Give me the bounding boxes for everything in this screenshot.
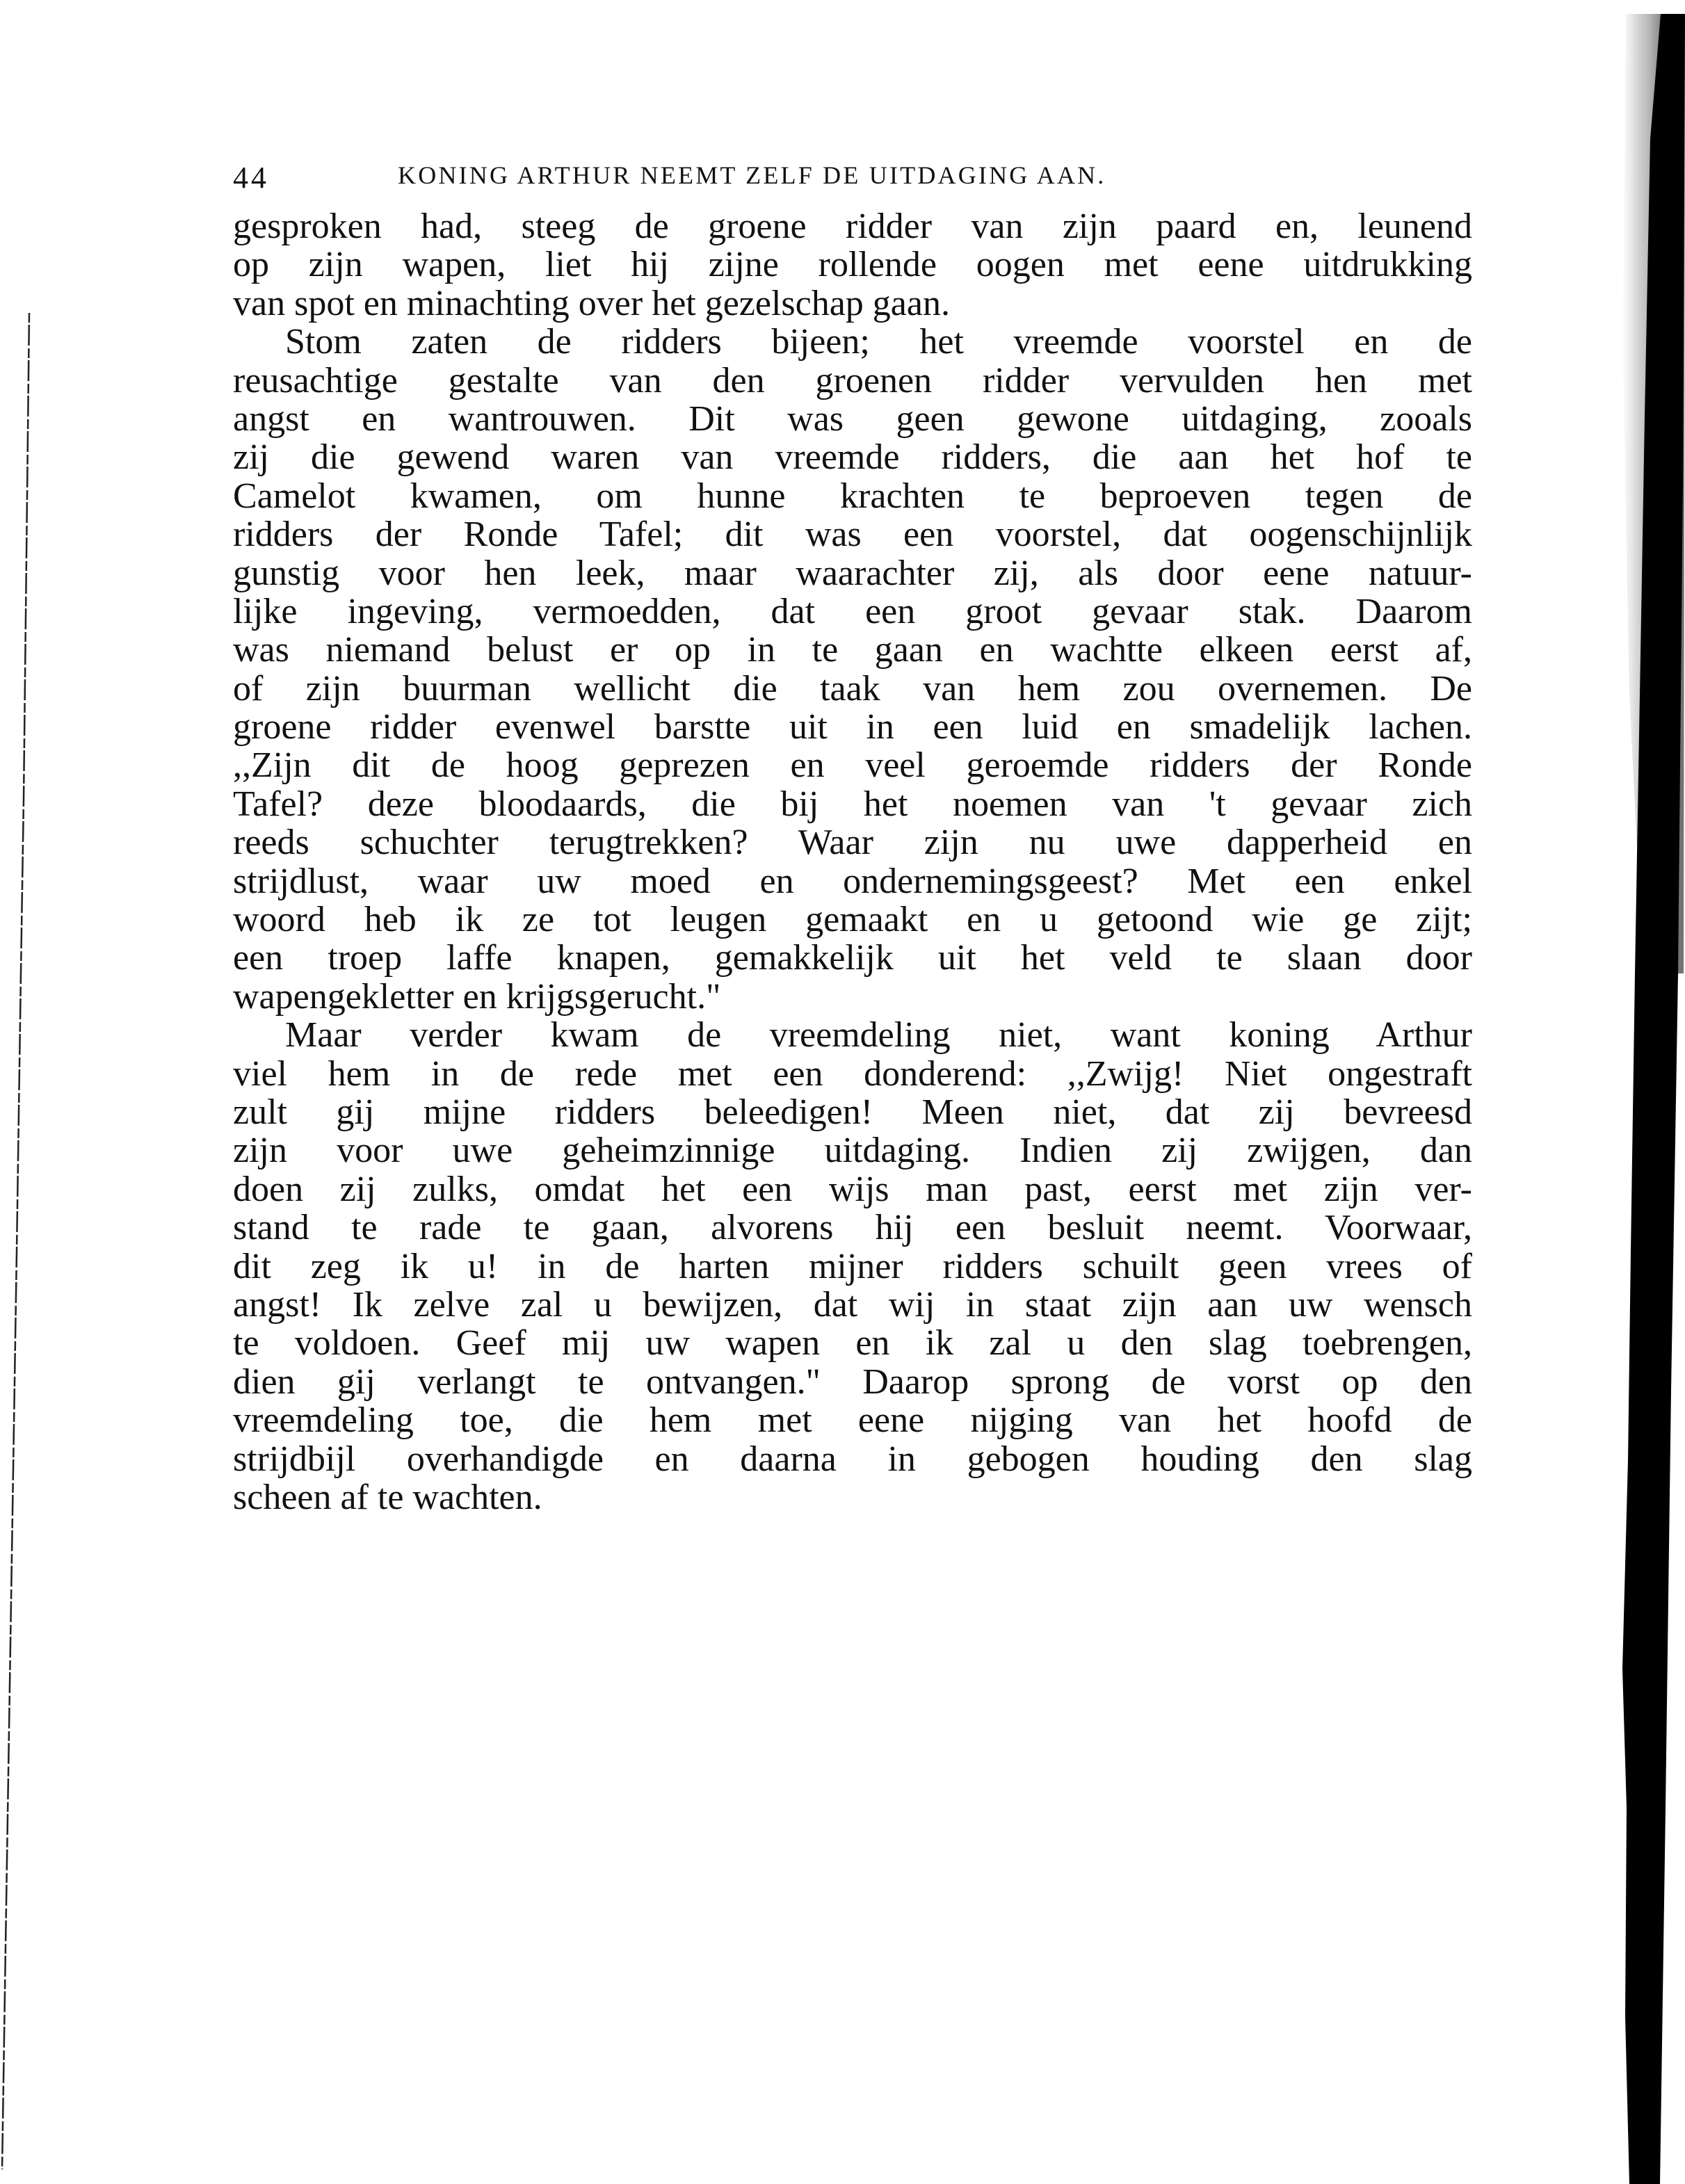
text-line: Camelot kwamen, om hunne krachten te beproeven tegen de: [233, 476, 1472, 516]
text-line: scheen af te wachten.: [233, 1477, 542, 1517]
text-line: vreemdeling toe, die hem met eene nijging van het hoofd de: [233, 1400, 1472, 1441]
text-line: Stom zaten de ridders bijeen; het vreemde voorstel en de: [285, 322, 1472, 362]
paragraph: [233, 207, 1472, 323]
text-line: groene ridder evenwel barstte uit in een luid en smadelijk lachen.: [233, 707, 1472, 747]
text-line: zij die gewend waren van vreemde ridders, die aan het hof te: [233, 437, 1472, 478]
paragraph: [233, 323, 1472, 1016]
running-head: [233, 154, 1485, 196]
text-line: dit zeg ik u! in de harten mijner ridders schuilt geen vrees of: [233, 1246, 1472, 1286]
text-line: of zijn buurman wellicht die taak van hem zou overnemen. De: [233, 668, 1472, 709]
text-line: te voldoen. Geef mij uw wapen en ik zal u den slag toebrengen,: [233, 1323, 1472, 1364]
text-line: gesproken had, steeg de groene ridder van zijn paard en, leunend: [233, 207, 1472, 246]
text-line: angst en wantrouwen. Dit was geen gewone uitdaging, zooals: [233, 398, 1472, 439]
binding-shadow: [1602, 0, 1685, 2184]
text-line: angst! Ik zelve zal u bewijzen, dat wij in staat zijn aan uw wensch: [233, 1284, 1472, 1325]
text-line: woord heb ik ze tot leugen gemaakt en u getoond wie ge zijt;: [233, 900, 1472, 940]
text-line: was niemand belust er op in te gaan en wachtte elkeen eerst af,: [233, 630, 1472, 670]
paragraph: [233, 1016, 1472, 1516]
page-number: 44: [233, 161, 269, 195]
text-line: ridders der Ronde Tafel; dit was een voorstel, dat oogenschijnlijk: [233, 515, 1472, 555]
text-line: reeds schuchter terugtrekken? Waar zijn nu uwe dapperheid en: [233, 823, 1472, 863]
text-line: wapengekletter en krijgsgerucht.": [233, 976, 721, 1017]
running-title: KONING ARTHUR NEEMT ZELF DE UITDAGING AAN.: [398, 161, 1106, 189]
text-line: zult gij mijne ridders beleedigen! Meen niet, dat zij bevreesd: [233, 1092, 1472, 1132]
text-line: van spot en minachting over het gezelschap gaan.: [233, 283, 950, 323]
text-line: Tafel? deze bloodaards, die bij het noemen van 't gevaar zich: [233, 784, 1472, 824]
body-text: [233, 207, 1472, 1516]
text-line: doen zij zulks, omdat het een wijs man past, eerst met zijn ver-: [233, 1169, 1472, 1209]
text-line: lijke ingeving, vermoedden, dat een groot gevaar stak. Daarom: [233, 591, 1472, 631]
text-line: een troep laffe knapen, gemakkelijk uit het veld te slaan door: [233, 938, 1472, 978]
text-line: op zijn wapen, liet hij zijne rollende oogen met eene uitdrukking: [233, 245, 1472, 285]
scan-edge-line: [0, 0, 42, 2184]
text-line: stand te rade te gaan, alvorens hij een besluit neemt. Voorwaar,: [233, 1208, 1472, 1248]
text-line: dien gij verlangt te ontvangen." Daarop sprong de vorst op den: [233, 1361, 1472, 1402]
text-line: ,,Zijn dit de hoog geprezen en veel geroemde ridders der Ronde: [233, 745, 1472, 786]
text-line: viel hem in de rede met een donderend: ,,Zwijg! Niet ongestraft: [233, 1053, 1472, 1094]
text-line: strijdlust, waar uw moed en ondernemingsgeest? Met een enkel: [233, 861, 1472, 901]
text-line: zijn voor uwe geheimzinnige uitdaging. Indien zij zwijgen, dan: [233, 1131, 1472, 1171]
text-line: strijdbijl overhandigde en daarna in gebogen houding den slag: [233, 1439, 1472, 1479]
text-line: reusachtige gestalte van den groenen ridder vervulden hen met: [233, 360, 1472, 401]
text-line: gunstig voor hen leek, maar waarachter zij, als door eene natuur-: [233, 553, 1472, 593]
text-line: Maar verder kwam de vreemdeling niet, want koning Arthur: [285, 1015, 1472, 1055]
